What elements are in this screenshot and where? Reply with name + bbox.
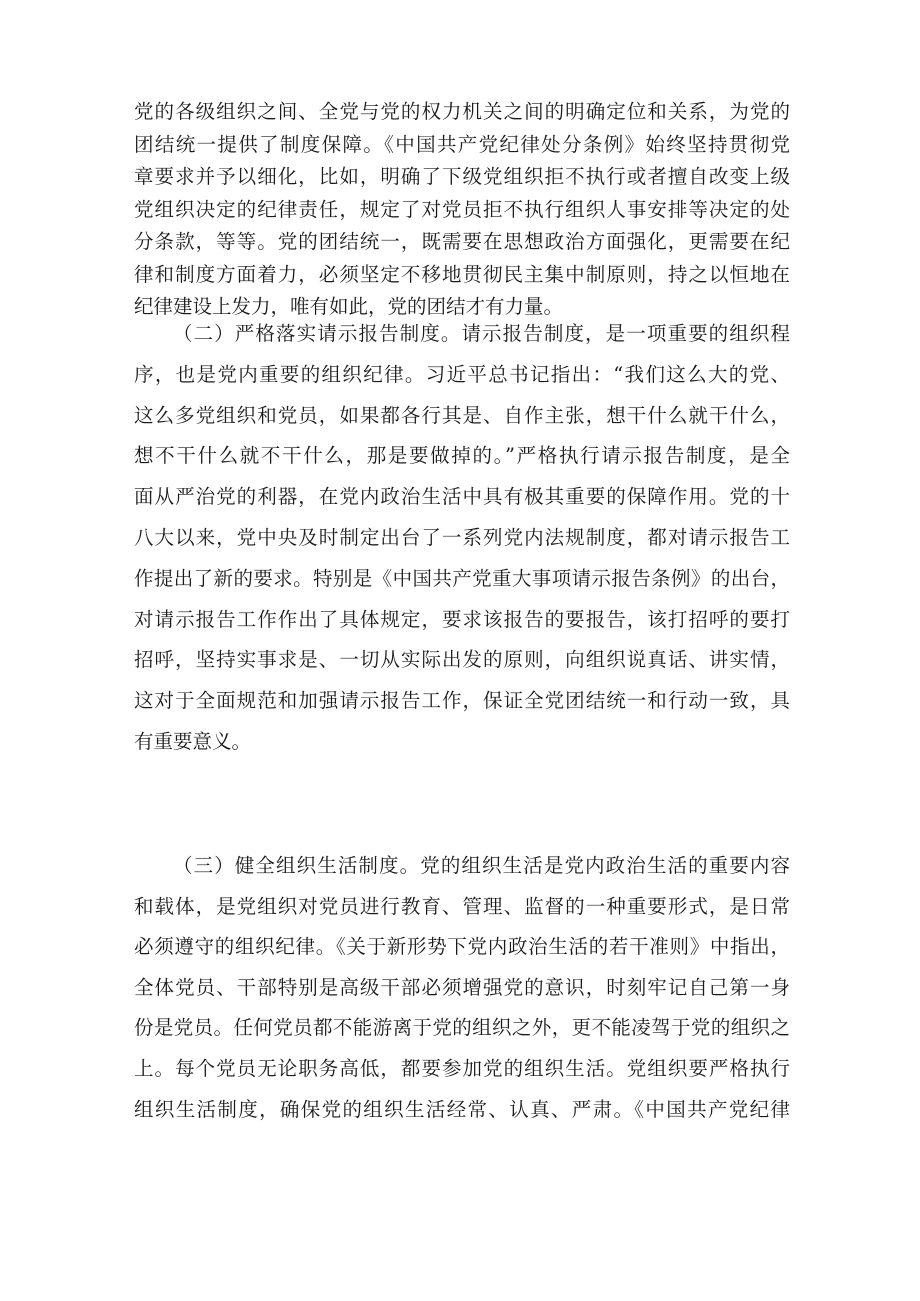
text-line: 这对于全面规范和加强请示报告工作，保证全党团结统一和行动一致，具 <box>134 689 790 713</box>
text-line: 律和制度方面着力，必须坚定不移地贯彻民主集中制原则，持之以恒地在 <box>134 262 790 286</box>
paragraph-reporting-system <box>134 314 790 763</box>
text-line: 序，也是党内重要的组织纪律。习近平总书记指出：“我们这么大的党、 <box>134 362 790 386</box>
text-line: 这么多党组织和党员，如果都各行其是、自作主张，想干什么就干什么， <box>134 403 790 427</box>
text-line: （三）健全组织生活制度。党的组织生活是党内政治生活的重要内容 <box>173 854 790 877</box>
text-line: 组织生活制度，确保党的组织生活经常、认真、严肃。《中国共产党纪律 <box>134 1097 790 1121</box>
text-line: 党组织决定的纪律责任，规定了对党员拒不执行组织人事安排等决定的处 <box>134 197 790 221</box>
text-line: 有重要意义。 <box>134 729 252 753</box>
text-line: 对请示报告工作作出了具体规定，要求该报告的要报告，该打招呼的要打 <box>134 607 790 631</box>
text-line: 全体党员、干部特别是高级干部必须增强党的意识，时刻牢记自己第一身 <box>134 975 790 999</box>
text-line: 和载体，是党组织对党员进行教育、管理、监督的一种重要形式，是日常 <box>134 894 790 918</box>
text-line: 必须遵守的组织纪律。《关于新形势下党内政治生活的若干准则》中指出， <box>134 935 790 959</box>
text-line: 想不干什么就不干什么，那是要做掉的。”严格执行请示报告制度，是全 <box>134 444 790 468</box>
text-line: （二）严格落实请示报告制度。请示报告制度，是一项重要的组织程 <box>173 322 790 345</box>
text-line: 招呼，坚持实事求是、一切从实际出发的原则，向组织说真话、讲实情， <box>134 648 790 672</box>
paragraph-unity-continuation <box>134 96 790 324</box>
text-line: 纪律建设上发力，唯有如此，党的团结才有力量。 <box>134 295 564 318</box>
text-line: 八大以来，党中央及时制定出台了一系列党内法规制度，都对请示报告工 <box>134 525 790 549</box>
text-line: 党的各级组织之间、全党与党的权力机关之间的明确定位和关系，为党的 <box>134 100 790 123</box>
paragraph-organization-life <box>134 846 790 1130</box>
text-line: 面从严治党的利器，在党内政治生活中具有极其重要的保障作用。党的十 <box>134 485 790 509</box>
text-line: 上。每个党员无论职务高低，都要参加党的组织生活。党组织要严格执行 <box>134 1056 790 1080</box>
text-line: 分条款，等等。党的团结统一，既需要在思想政治方面强化，更需要在纪 <box>134 230 790 253</box>
text-line: 团结统一提供了制度保障。《中国共产党纪律处分条例》始终坚持贯彻党 <box>134 132 790 156</box>
text-line: 章要求并予以细化，比如，明确了下级党组织拒不执行或者擅自改变上级 <box>134 165 790 188</box>
text-line: 份是党员。任何党员都不能游离于党的组织之外，更不能凌驾于党的组织之 <box>134 1016 790 1040</box>
text-line: 作提出了新的要求。特别是《中国共产党重大事项请示报告条例》的出台， <box>134 566 790 590</box>
